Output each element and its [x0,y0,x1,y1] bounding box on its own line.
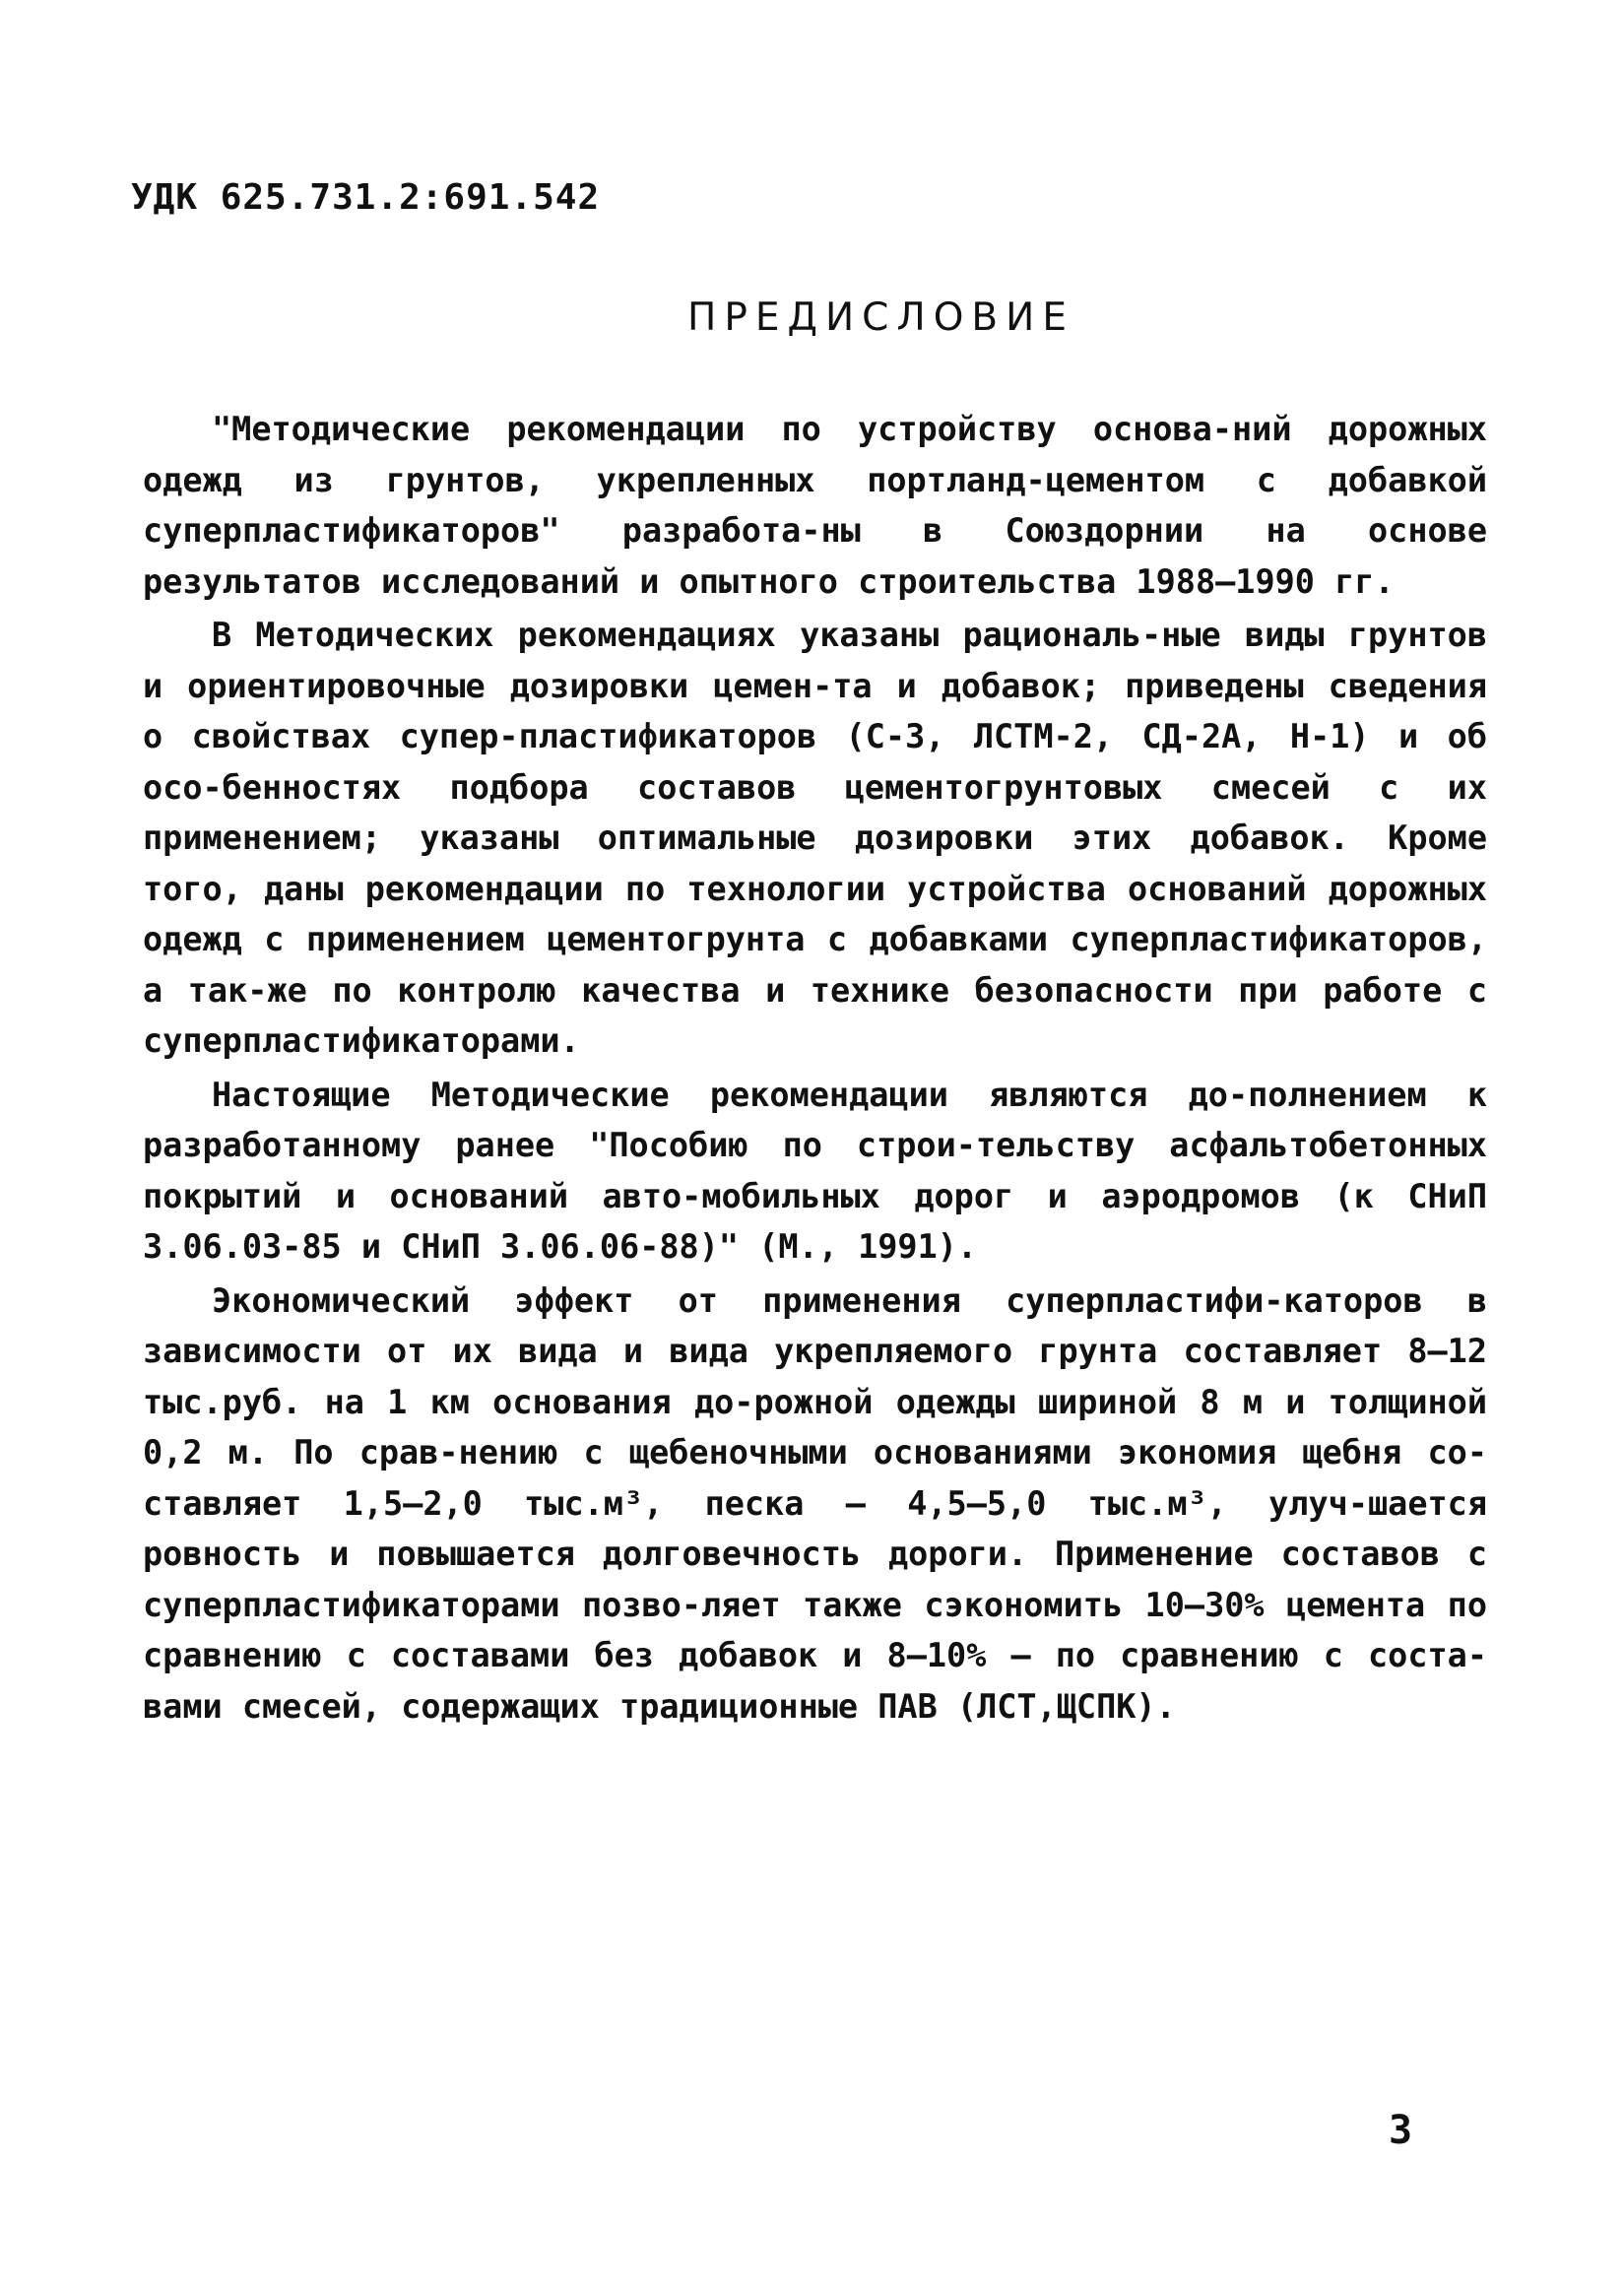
page-number: 3 [1389,2108,1413,2153]
paragraph-2: В Методических рекомендациях указаны рациональ-ные виды грунтов и ориентировочные дозировки цемен-та и добавок; приведены сведения о свойствах супер-пластификаторов (С-3, ЛСТМ-2, СД-2А, Н-1) и об осо-бенностях подбора составов цементогрунтовых смесей с их применением; указаны оптимальные дозировки этих добавок. Кроме того, даны рекомендации по технологии устройства оснований дорожных одежд с применением цементогрунта с добавками суперпластификаторов, а так-же по контролю качества и технике безопасности при работе с суперпластификаторами. [143,616,1487,1060]
paragraph-1: "Методические рекомендации по устройству основа-ний дорожных одежд из грунтов, укрепленных портланд-цементом с добавкой суперпластификаторов" разработа-ны в Союздорнии на основе результатов исследований и опытного строительства 1988–1990 гг. [143,410,1487,601]
paragraph-4: Экономический эффект от применения суперпластифи-каторов в зависимости от их вида и вида укрепляемого грунта составляет 8–12 тыс.руб. на 1 км основания до-рожной одежды шириной 8 м и толщиной 0,2 м. По срав-нению с щебеночными основаниями экономия щебня со-ставляет 1,5–2,0 тыс.м³, песка – 4,5–5,0 тыс.м³, улуч-шается ровность и повышается долговечность дороги. Применение составов с суперпластификаторами позво-ляет также сэкономить 10–30% цемента по сравнению с составами без добавок и 8–10% – по сравнению с соста-вами смесей, содержащих традиционные ПАВ (ЛСТ,ЩСПК). [143,1280,1487,1726]
foreword-body [143,404,1487,1734]
page-title: ПРЕДИСЛОВИЕ [687,295,1074,340]
udk-code: УДК 625.731.2:691.542 [131,177,601,218]
paragraph-3: Настоящие Методические рекомендации являются до-полнением к разработанному ранее "Пособию по строи-тельству асфальтобетонных покрытий и оснований авто-мобильных дорог и аэродромов (к СНиП 3.06.03-85 и СНиП 3.06.06-88)" (М., 1991). [143,1075,1487,1266]
